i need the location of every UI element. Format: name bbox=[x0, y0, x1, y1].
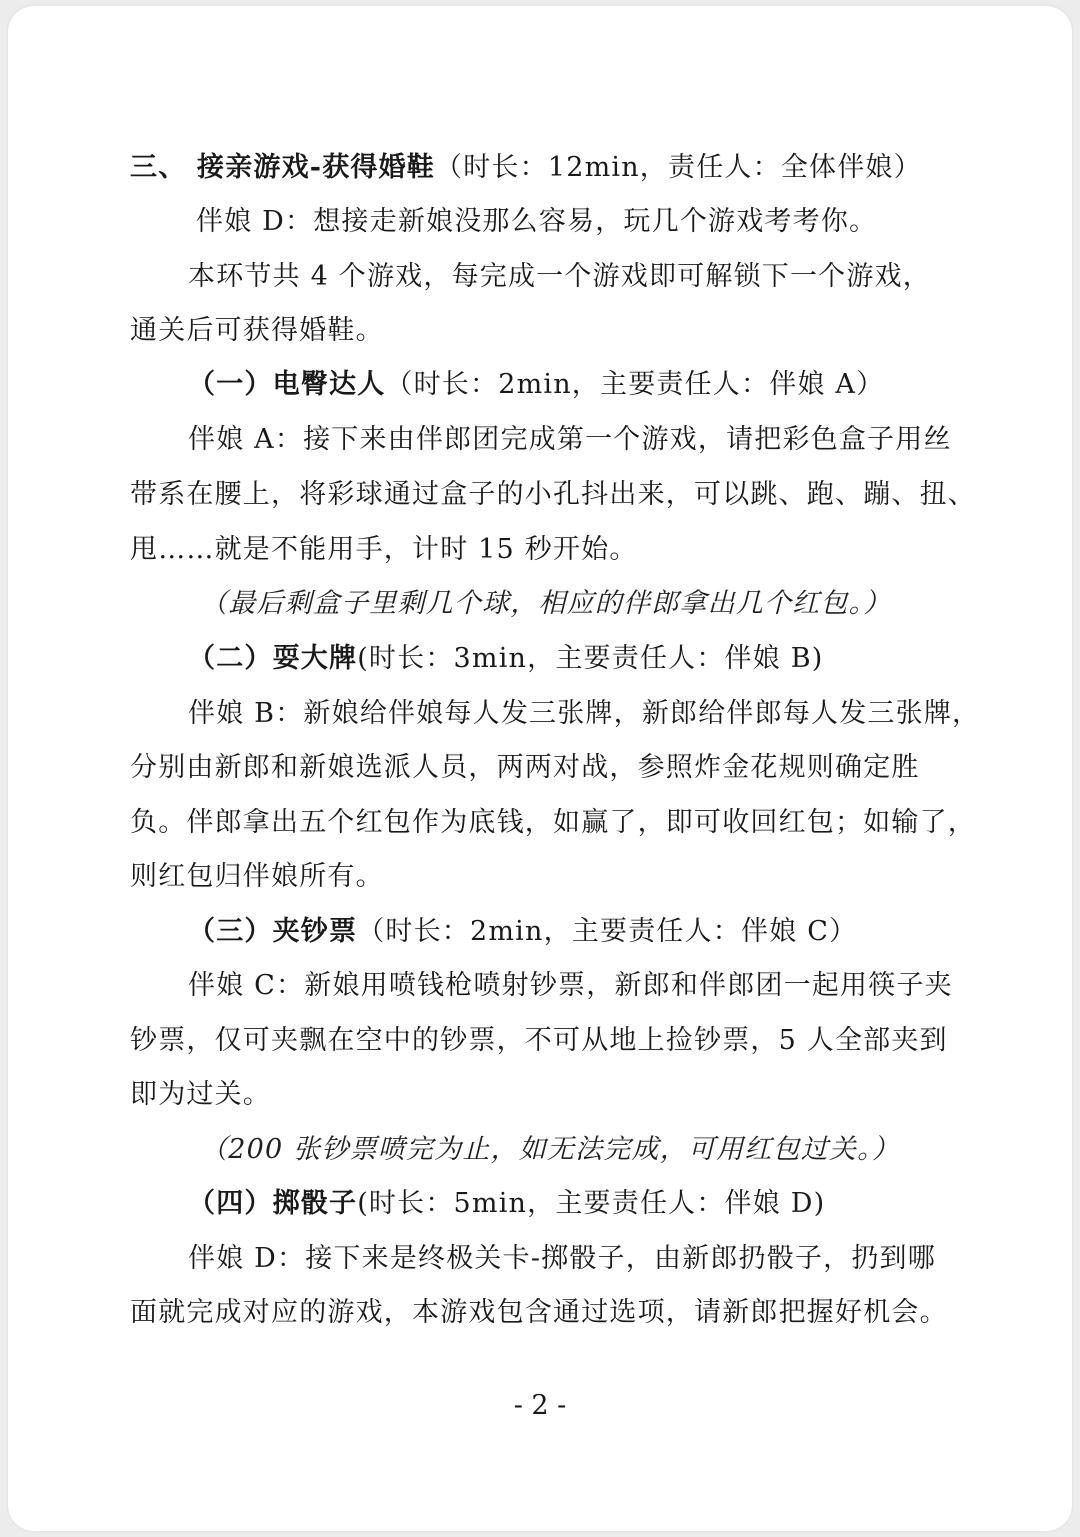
game-2-line-1: 伴娘 B：新娘给伴娘每人发三张牌，新郎给伴郎每人发三张牌， bbox=[188, 698, 981, 729]
game-3-heading bbox=[188, 912, 857, 952]
game-4-title: （四）掷骰子 bbox=[188, 1188, 358, 1219]
game-3-line-3: 即为过关。 bbox=[130, 1079, 271, 1110]
game-3-line-1: 伴娘 C：新娘用喷钱枪喷射钞票，新郎和伴郎团一起用筷子夹 bbox=[188, 970, 953, 1001]
game-3-line-2: 钞票，仅可夹飘在空中的钞票，不可从地上捡钞票，5 人全部夹到 bbox=[130, 1025, 948, 1056]
game-1-note: （最后剩盒子里剩几个球，相应的伴郎拿出几个红包。） bbox=[200, 588, 892, 619]
page-number: - 2 - bbox=[513, 1390, 567, 1421]
game-1-line-2: 带系在腰上，将彩球通过盒子的小孔抖出来，可以跳、跑、蹦、扭、 bbox=[130, 479, 976, 510]
game-1-meta: （时长：2min，主要责任人：伴娘 A） bbox=[385, 369, 885, 400]
game-4-line-1: 伴娘 D：接下来是终极关卡-掷骰子，由新郎扔骰子，扔到哪 bbox=[188, 1243, 936, 1274]
game-3-note: （200 张钞票喷完为止，如无法完成，可用红包过关。） bbox=[200, 1134, 901, 1165]
game-3-title: （三）夹钞票 bbox=[188, 916, 358, 947]
overview-line-2: 通关后可获得婚鞋。 bbox=[130, 315, 384, 346]
game-1-title: （一）电臀达人 bbox=[188, 369, 386, 400]
game-1-heading bbox=[188, 365, 884, 405]
game-2-line-2: 分别由新郎和新娘选派人员，两两对战，参照炸金花规则确定胜 bbox=[130, 752, 920, 783]
game-2-title: （二）耍大牌 bbox=[188, 643, 358, 674]
section-heading-meta: （时长：12min，责任人：全体伴娘） bbox=[435, 152, 922, 183]
game-4-heading bbox=[188, 1184, 825, 1224]
intro-line: 伴娘 D：想接走新娘没那么容易，玩几个游戏考考你。 bbox=[196, 206, 878, 237]
game-4-line-2: 面就完成对应的游戏，本游戏包含通过选项，请新郎把握好机会。 bbox=[130, 1297, 948, 1328]
section-heading: 三、 接亲游戏-获得婚鞋 bbox=[130, 152, 436, 183]
game-2-line-4: 则红包归伴娘所有。 bbox=[130, 861, 384, 892]
game-1-line-3: 甩……就是不能用手，计时 15 秒开始。 bbox=[130, 534, 638, 565]
game-2-line-3: 负。伴郎拿出五个红包作为底钱，如赢了，即可收回红包；如输了， bbox=[130, 807, 976, 838]
game-2-heading bbox=[188, 639, 824, 679]
section-heading-line bbox=[130, 148, 922, 188]
game-4-meta: (时长：5min，主要责任人：伴娘 D) bbox=[357, 1188, 826, 1219]
game-2-meta: (时长：3min，主要责任人：伴娘 B) bbox=[357, 643, 824, 674]
overview-line-1: 本环节共 4 个游戏，每完成一个游戏即可解锁下一个游戏， bbox=[188, 261, 931, 292]
game-1-line-1: 伴娘 A：接下来由伴郎团完成第一个游戏，请把彩色盒子用丝 bbox=[188, 424, 952, 455]
game-3-meta: （时长：2min，主要责任人：伴娘 C） bbox=[357, 916, 858, 947]
